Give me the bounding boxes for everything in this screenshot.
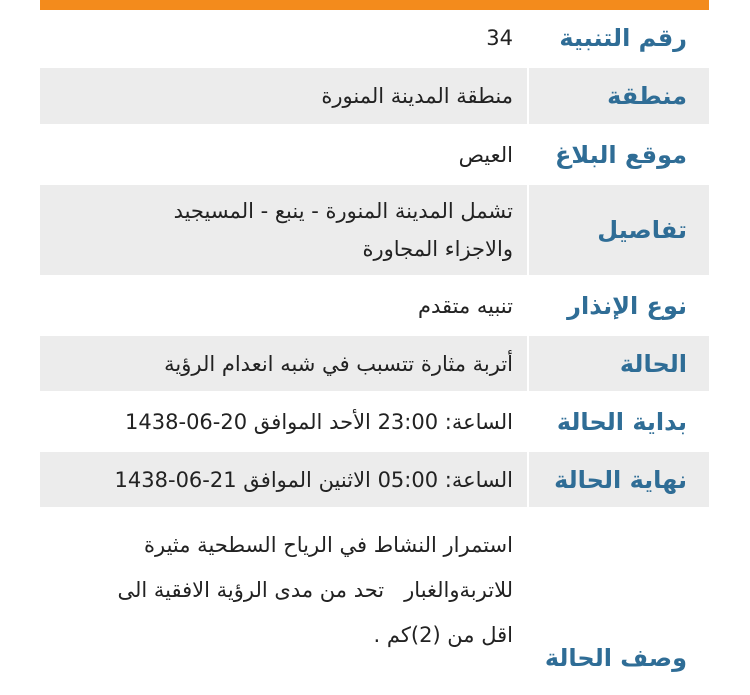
value-line: الساعة: 23:00 الأحد الموافق 20-06-1438	[125, 409, 513, 434]
label-condition-start: بداية الحالة	[527, 393, 709, 450]
value-condition-start	[40, 393, 527, 450]
value-line: اقل من (2)كم .	[373, 623, 513, 647]
value-line: استمرار النشاط في الرياح السطحية مثيرة	[144, 533, 513, 557]
value-line: الساعة: 05:00 الاثنين الموافق 21-06-1438	[114, 467, 513, 492]
value-region	[40, 68, 527, 124]
row-warning-type	[40, 277, 709, 336]
value-line: والاجزاء المجاورة	[362, 237, 513, 261]
value-report-location	[40, 126, 527, 183]
value-line: منطقة المدينة المنورة	[321, 84, 513, 108]
label-condition: الحالة	[527, 336, 709, 391]
row-condition-description	[40, 509, 709, 686]
label-warning-type: نوع الإنذار	[527, 277, 709, 334]
alert-details-table	[40, 10, 709, 686]
label-report-location: موقع البلاغ	[527, 126, 709, 183]
value-condition-description	[40, 509, 527, 684]
value-line: تنبيه متقدم	[417, 293, 513, 318]
top-accent-bar	[40, 0, 709, 10]
label-details: تفاصيل	[527, 185, 709, 275]
value-alert-number	[40, 10, 527, 66]
label-region: منطقة	[527, 68, 709, 124]
value-line: العيص	[458, 142, 513, 167]
value-condition	[40, 336, 527, 391]
value-line: تشمل المدينة المنورة - ينبع - المسيجيد	[173, 199, 513, 223]
label-alert-number: رقم التنبية	[527, 10, 709, 66]
value-line: للاتربةوالغبار تحد من مدى الرؤية الافقية الى	[117, 578, 513, 602]
value-line: أتربة مثارة تتسبب في شبه انعدام الرؤية	[164, 351, 513, 376]
row-condition	[40, 336, 709, 393]
label-condition-description: وصف الحالة	[527, 509, 709, 684]
value-details	[40, 185, 527, 275]
value-warning-type	[40, 277, 527, 334]
row-condition-start	[40, 393, 709, 452]
value-line: 34	[486, 26, 513, 50]
row-alert-number	[40, 10, 709, 68]
row-region	[40, 68, 709, 126]
row-condition-end	[40, 452, 709, 509]
label-condition-end: نهاية الحالة	[527, 452, 709, 507]
row-report-location	[40, 126, 709, 185]
value-condition-end	[40, 452, 527, 507]
row-details	[40, 185, 709, 277]
